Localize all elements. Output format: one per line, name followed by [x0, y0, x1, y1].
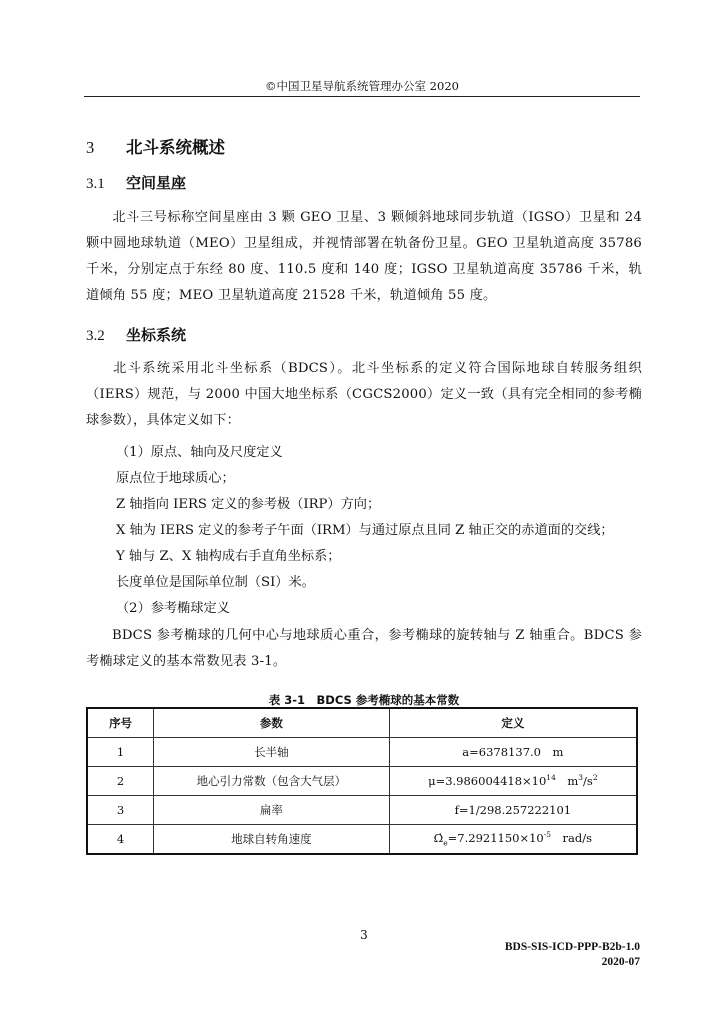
- paragraph-text: 北斗三号标称空间星座由 3 颗 GEO 卫星、3 颗倾斜地球同步轨道（IGSO）卫星和 24 颗中圆地球轨道（MEO）卫星组成，并视情部署在轨备份卫星。GEO 卫星轨道高度 35786 千米，分别定点于东经 80 度、110.5 度和 140 度；IGSO 卫星轨道高度 35786 千米，轨道倾角 55 度；MEO 卫星轨道高度 21528 千米，轨道倾角 55 度。: [86, 210, 642, 303]
- section-number: 3.1: [86, 176, 105, 192]
- section-title: 北斗系统概述: [126, 138, 225, 157]
- section-title: 空间星座: [126, 174, 187, 192]
- definition-line: （2）参考椭球定义: [116, 601, 230, 616]
- paragraph-text: BDCS 参考椭球的几何中心与地球质心重合，参考椭球的旋转轴与 Z 轴重合。BDCS 参考椭球定义的基本常数见表 3-1。: [86, 628, 642, 669]
- table-header-row: [87, 708, 637, 738]
- paragraph-coordinate-system: [86, 356, 642, 434]
- section-title: 坐标系统: [126, 326, 187, 344]
- paragraph-ellipsoid: [86, 623, 642, 675]
- page-header: ©中国卫星导航系统管理办公室 2020: [265, 79, 459, 93]
- section-number: 3.2: [86, 328, 105, 344]
- exponent: 2: [592, 773, 598, 783]
- exponent: -5: [543, 830, 552, 840]
- constants-table: [86, 707, 638, 855]
- row-parameter: 地球自转角速度: [154, 825, 390, 855]
- row-parameter: 地心引力常数（包含大气层）: [154, 767, 390, 796]
- paragraph-constellation: [86, 205, 642, 309]
- row-parameter: 长半轴: [154, 738, 390, 767]
- formula: =7.2921150×10: [447, 831, 544, 846]
- row-number: 3: [87, 796, 154, 825]
- section-heading-3: [86, 134, 225, 158]
- row-definition: [389, 825, 637, 855]
- table-row: [87, 767, 637, 796]
- definition-line: Y 轴与 Z、X 轴构成右手直角坐标系；: [116, 549, 341, 564]
- omega-symbol: Ω̇: [433, 831, 444, 846]
- row-number: 1: [87, 738, 154, 767]
- section-number: 3: [86, 138, 95, 157]
- paragraph-text: 北斗系统采用北斗坐标系（BDCS）。北斗坐标系的定义符合国际地球自转服务组织（IERS）规范，与 2000 中国大地坐标系（CGCS2000）定义一致（具有完全相同的参考椭球参数），具体定义如下：: [86, 361, 642, 428]
- column-header: 参数: [154, 708, 390, 738]
- row-parameter: 扁率: [154, 796, 390, 825]
- row-number: 4: [87, 825, 154, 855]
- row-number: 2: [87, 767, 154, 796]
- section-heading-3-1: [86, 172, 186, 193]
- page-number: 3: [360, 928, 368, 942]
- table-row: [87, 825, 637, 855]
- unit: rad/s: [551, 831, 593, 846]
- column-header: 序号: [87, 708, 154, 738]
- definition-line: X 轴为 IERS 定义的参考子午面（IRM）与通过原点且同 Z 轴正交的赤道面的交线；: [116, 523, 614, 538]
- definition-line: （1）原点、轴向及尺度定义: [116, 445, 283, 460]
- section-heading-3-2: [86, 324, 186, 345]
- exponent: 14: [546, 773, 556, 783]
- row-definition: a=6378137.0 m: [389, 738, 637, 767]
- row-definition: f=1/298.257222101: [389, 796, 637, 825]
- document-id-block: [505, 940, 640, 970]
- definition-line: 长度单位是国际单位制（SI）米。: [116, 575, 315, 590]
- unit: /s: [583, 774, 593, 788]
- table-row: [87, 738, 637, 767]
- row-definition: [389, 767, 637, 796]
- document-date: 2020-07: [601, 956, 640, 968]
- definition-line: 原点位于地球质心；: [116, 471, 235, 486]
- table-caption: 表 3-1 BDCS 参考椭球的基本常数: [268, 693, 460, 707]
- subscript: e: [443, 838, 448, 848]
- exponent: 3: [578, 773, 584, 783]
- table-row: [87, 796, 637, 825]
- formula: μ=3.986004418×10: [428, 774, 547, 788]
- unit: m: [555, 774, 579, 788]
- document-id: BDS-SIS-ICD-PPP-B2b-1.0: [504, 941, 640, 953]
- header-rule: [84, 96, 640, 97]
- definition-line: Z 轴指向 IERS 定义的参考极（IRP）方向；: [116, 497, 381, 512]
- column-header: 定义: [389, 708, 637, 738]
